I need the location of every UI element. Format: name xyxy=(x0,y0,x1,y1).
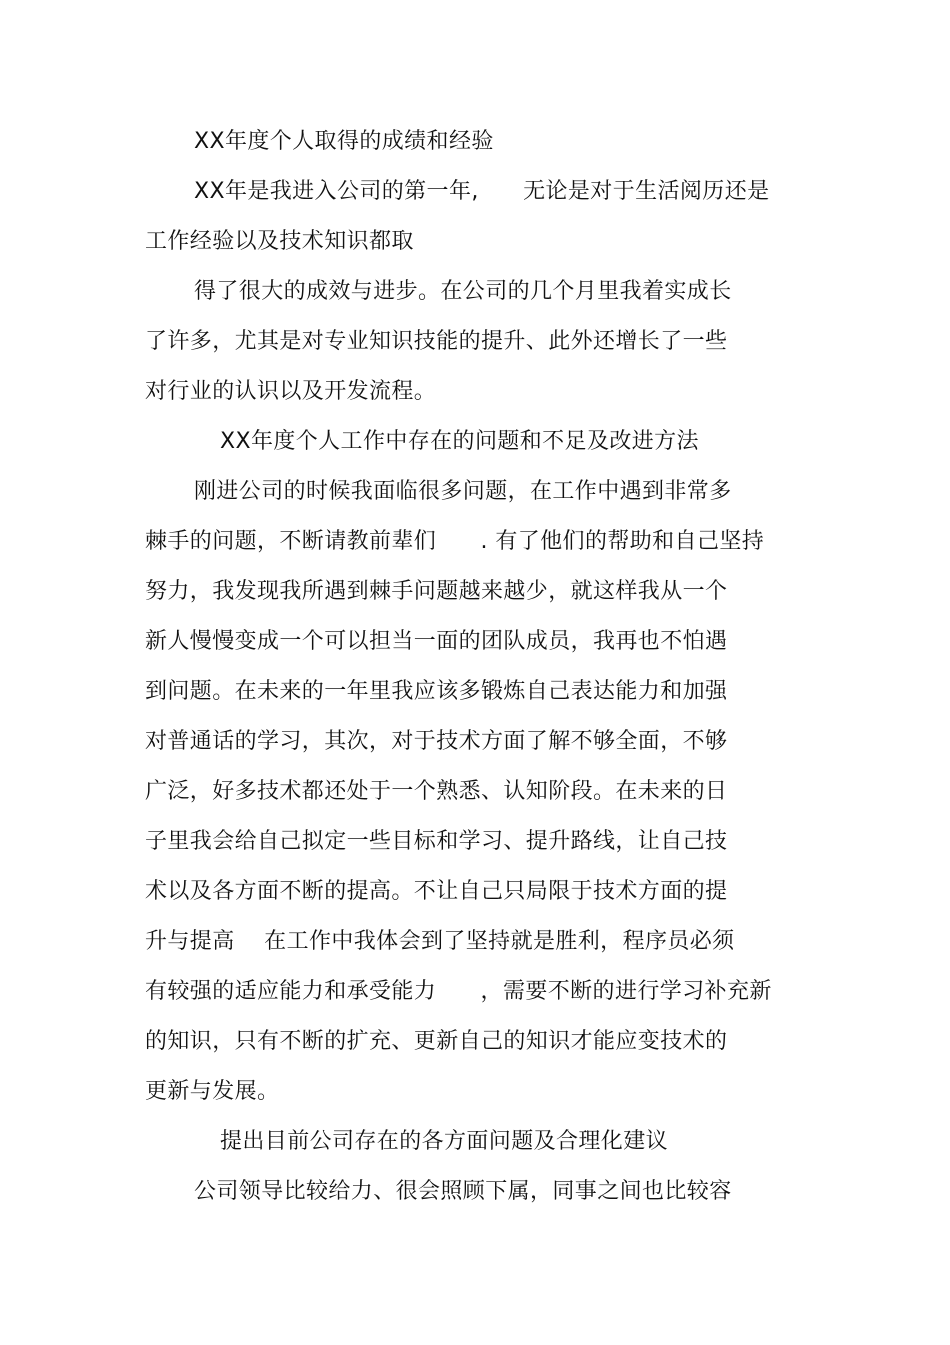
paragraph-line: 子里我会给自己拟定一些目标和学习、提升路线，让自己技 xyxy=(145,829,728,854)
paragraph-line: 术以及各方面不断的提高。不让自己只局限于技术方面的提 xyxy=(145,879,728,904)
paragraph-line: 有较强的适应能力和承受能力 ，需要不断的进行学习补充新 xyxy=(145,979,772,1004)
paragraph-line: 棘手的问题，不断请教前辈们 . 有了他们的帮助和自己坚持 xyxy=(145,529,765,554)
paragraph-line: 新人慢慢变成一个可以担当一面的团队成员，我再也不怕遇 xyxy=(145,629,728,654)
section-heading-achievements: XX年度个人取得的成绩和经验 xyxy=(194,129,494,154)
paragraph-line: XX年是我进入公司的第一年, 无论是对于生活阅历还是 xyxy=(194,179,770,204)
paragraph-line: 对行业的认识以及开发流程。 xyxy=(145,379,437,404)
paragraph-line: 努力，我发现我所遇到棘手问题越来越少，就这样我从一个 xyxy=(145,579,728,604)
section-heading-problems: XX年度个人工作中存在的问题和不足及改进方法 xyxy=(220,429,699,454)
paragraph-line: 公司领导比较给力、很会照顾下属，同事之间也比较容 xyxy=(194,1179,732,1204)
paragraph-line: 刚进公司的时候我面临很多问题，在工作中遇到非常多 xyxy=(194,479,732,504)
paragraph-line: 升与提高 在工作中我体会到了坚持就是胜利，程序员必须 xyxy=(145,929,735,954)
paragraph-line: 广泛，好多技术都还处于一个熟悉、认知阶段。在未来的日 xyxy=(145,779,728,804)
paragraph-line: 工作经验以及技术知识都取 xyxy=(145,229,414,254)
paragraph-line: 了许多，尤其是对专业知识技能的提升、此外还增长了一些 xyxy=(145,329,728,354)
paragraph-line: 对普通话的学习，其次，对于技术方面了解不够全面，不够 xyxy=(145,729,728,754)
section-heading-suggestions: 提出目前公司存在的各方面问题及合理化建议 xyxy=(220,1129,669,1154)
paragraph-line: 的知识，只有不断的扩充、更新自己的知识才能应变技术的 xyxy=(145,1029,728,1054)
paragraph-line: 得了很大的成效与进步。在公司的几个月里我着实成长 xyxy=(194,279,732,304)
paragraph-line: 到问题。在未来的一年里我应该多锻炼自己表达能力和加强 xyxy=(145,679,728,704)
paragraph-line: 更新与发展。 xyxy=(145,1079,280,1104)
